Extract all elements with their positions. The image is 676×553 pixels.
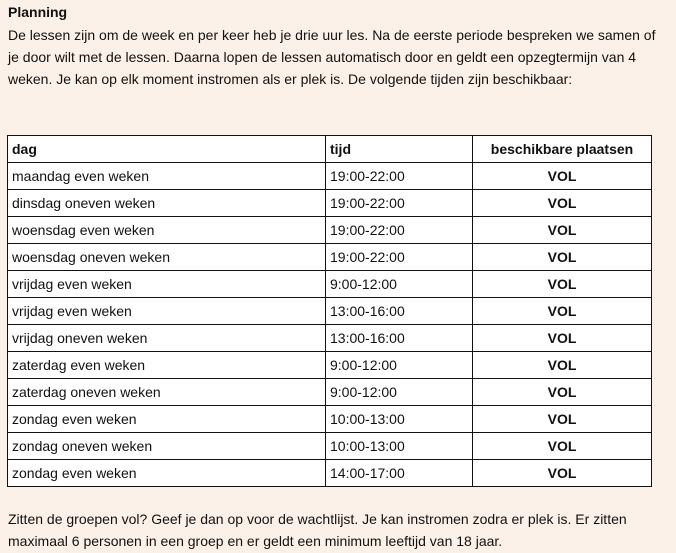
- cell-status: VOL: [473, 244, 652, 271]
- table-row: [8, 406, 652, 433]
- cell-tijd: 10:00-13:00: [326, 406, 473, 433]
- table-row: [8, 379, 652, 406]
- cell-tijd: 13:00-16:00: [326, 325, 473, 352]
- cell-tijd: 19:00-22:00: [326, 244, 473, 271]
- table-row: [8, 217, 652, 244]
- cell-dag: woensdag even weken: [8, 217, 326, 244]
- cell-tijd: 9:00-12:00: [326, 379, 473, 406]
- cell-status: VOL: [473, 352, 652, 379]
- cell-dag: maandag even weken: [8, 163, 326, 190]
- cell-status: VOL: [473, 325, 652, 352]
- cell-status: VOL: [473, 406, 652, 433]
- cell-dag: vrijdag even weken: [8, 271, 326, 298]
- cell-dag: zaterdag even weken: [8, 352, 326, 379]
- table-row: [8, 190, 652, 217]
- table-row: [8, 433, 652, 460]
- table-row: [8, 352, 652, 379]
- table-row: [8, 271, 652, 298]
- footer-paragraph: Zitten de groepen vol? Geef je dan op voor de wachtlijst. Je kan instromen zodra er plek is. Er zitten maximaal 6 personen in een groep en er geldt een minimum leeftijd van 18 jaar.: [8, 511, 627, 549]
- cell-status: VOL: [473, 271, 652, 298]
- cell-dag: vrijdag even weken: [8, 298, 326, 325]
- cell-tijd: 19:00-22:00: [326, 190, 473, 217]
- cell-status: VOL: [473, 298, 652, 325]
- cell-dag: vrijdag oneven weken: [8, 325, 326, 352]
- column-header-tijd: tijd: [326, 136, 473, 163]
- cell-dag: woensdag oneven weken: [8, 244, 326, 271]
- table-header-row: [8, 136, 652, 163]
- cell-tijd: 10:00-13:00: [326, 433, 473, 460]
- column-header-dag: dag: [8, 136, 326, 163]
- cell-tijd: 13:00-16:00: [326, 298, 473, 325]
- cell-dag: zondag even weken: [8, 406, 326, 433]
- cell-tijd: 9:00-12:00: [326, 352, 473, 379]
- table-row: [8, 460, 652, 487]
- cell-status: VOL: [473, 217, 652, 244]
- cell-status: VOL: [473, 433, 652, 460]
- table-row: [8, 298, 652, 325]
- table-row: [8, 163, 652, 190]
- cell-tijd: 19:00-22:00: [326, 163, 473, 190]
- cell-dag: zaterdag oneven weken: [8, 379, 326, 406]
- schedule-table: [7, 135, 652, 487]
- table-row: [8, 244, 652, 271]
- cell-status: VOL: [473, 460, 652, 487]
- cell-dag: zondag oneven weken: [8, 433, 326, 460]
- intro-paragraph: De lessen zijn om de week en per keer heb je drie uur les. Na de eerste periode bespreken we samen of je door wilt met de lessen. Daarna lopen de lessen automatisch door en geldt een opzegtermijn van 4 weken. Je kan op elk moment instromen als er plek is. De volgende tijden zijn beschikbaar:: [8, 27, 656, 87]
- cell-tijd: 19:00-22:00: [326, 217, 473, 244]
- cell-tijd: 14:00-17:00: [326, 460, 473, 487]
- column-header-plaatsen: beschikbare plaatsen: [473, 136, 652, 163]
- cell-tijd: 9:00-12:00: [326, 271, 473, 298]
- cell-status: VOL: [473, 163, 652, 190]
- table-row: [8, 325, 652, 352]
- cell-status: VOL: [473, 190, 652, 217]
- page-title: Planning: [8, 4, 68, 20]
- cell-dag: zondag even weken: [8, 460, 326, 487]
- cell-status: VOL: [473, 379, 652, 406]
- cell-dag: dinsdag oneven weken: [8, 190, 326, 217]
